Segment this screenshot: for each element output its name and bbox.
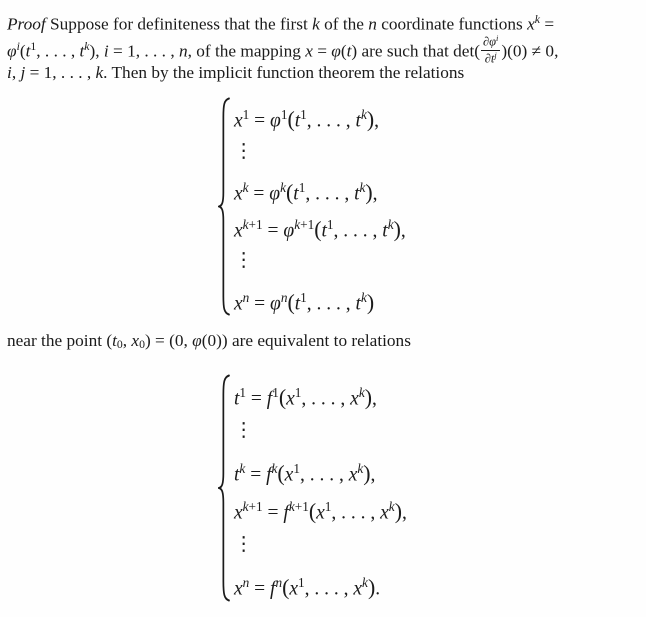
equation-line: $x^k = \varphi^k(t^1$, . . . , $t^k$), xyxy=(234,180,378,205)
equation-rows xyxy=(234,97,406,316)
equation-line: $t^k = f^k(x^1$, . . . , $x^k$), xyxy=(234,461,376,486)
proof-paragraph xyxy=(7,7,643,87)
proof-paragraph-line-1: Proof Suppose for definiteness that the first k of the n coordinate functions $x^k$ = xyxy=(7,13,555,34)
equation-line: $x^1 = \varphi^1(t^1$, . . . , $t^k$), xyxy=(234,107,379,132)
between-paragraph: near the point (t0, x0) = (0, φ(0)) are equivalent to relations xyxy=(7,331,411,352)
equation-line: $x^n = f^n(x^1$, . . . , $x^k$). xyxy=(234,575,381,600)
proof-paragraph-line-3: i, j = 1, . . . , k. Then by the implicit function theorem the relations xyxy=(7,63,465,83)
equation-system-1 xyxy=(218,97,406,316)
vertical-dots: ⋮ xyxy=(234,140,254,162)
equation-line: $x^n = \varphi^n(t^1$, . . . , $t^k$) xyxy=(234,289,375,314)
vertical-dots: ⋮ xyxy=(234,250,254,271)
vertical-dots: ⋮ xyxy=(234,420,254,441)
vertical-dots: ⋮ xyxy=(234,534,254,555)
curly-brace-icon xyxy=(218,97,231,316)
equation-line: $x^{k+1} = \varphi^{k+1}(t^1$, . . . , $t^k$), xyxy=(234,216,406,241)
proof-paragraph-line-2: $\varphi^i(t^1$, . . . , $t^k$), i = 1, . . . , n, of the mapping x = φ(t) are such that det( $\frac{\partial\varphi^i}{\partial t^j}$ )(0) ≠ 0, xyxy=(7,32,559,66)
curly-brace-icon xyxy=(218,374,231,602)
equation-rows xyxy=(234,374,407,602)
equation-line: $x^{k+1} = f^{k+1}(x^1$, . . . , $x^k$), xyxy=(234,499,407,524)
equation-line: $t^1 = f^1(x^1$, . . . , $x^k$), xyxy=(234,385,377,410)
equation-system-2 xyxy=(218,374,407,602)
